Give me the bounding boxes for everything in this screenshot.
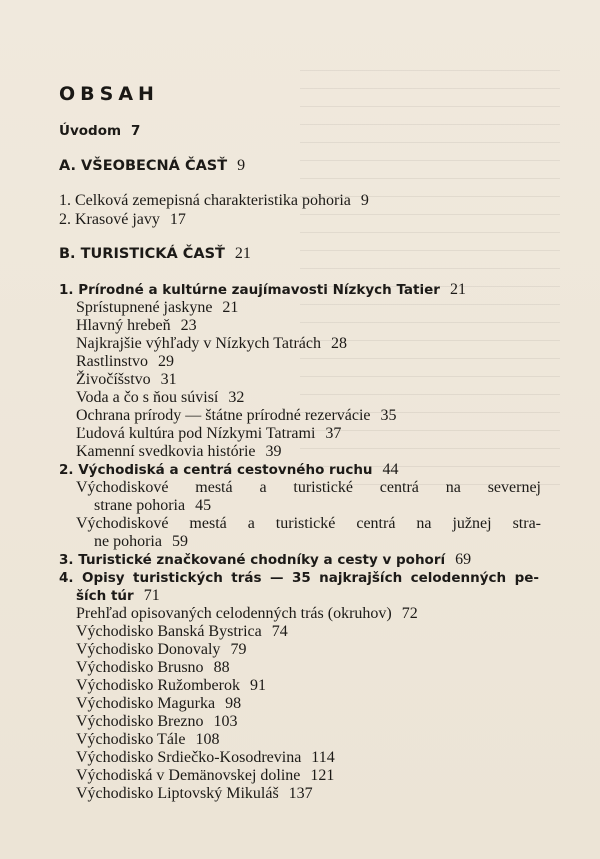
entry-page: 35 [380, 407, 397, 424]
toc-entry-4-7 [76, 713, 238, 731]
toc-entry-4-4 [76, 659, 230, 677]
toc-entry-4-2 [76, 623, 288, 641]
entry-page: 137 [288, 785, 313, 802]
toc-entry-1-7 [76, 407, 397, 425]
entry-label: Východisko Brezno [76, 713, 204, 730]
chapter-page: 71 [143, 587, 160, 604]
entry-label: strane pohoria [94, 497, 186, 514]
toc-entry-1-9 [76, 443, 282, 461]
entry-label: Východisko Banská Bystrica [76, 623, 262, 640]
toc-heading: OBSAH [59, 83, 159, 105]
entry-page: 79 [230, 641, 247, 658]
entry-page: 39 [265, 443, 282, 460]
toc-entry-4-9 [76, 749, 335, 767]
toc-entry-1-5 [76, 371, 177, 389]
entry-label: 2. Krasové javy [59, 211, 160, 228]
chapter-label: ších túr [76, 588, 134, 604]
entry-label: Voda a čo s ňou súvisí [76, 389, 219, 406]
entry-page: 91 [249, 677, 266, 694]
entry-label: Východisko Magurka [76, 695, 216, 712]
toc-entry-a2 [59, 211, 186, 229]
entry-page: 103 [213, 713, 238, 730]
section-page: 9 [237, 157, 246, 174]
toc-entry-1-3 [76, 335, 347, 353]
entry-label: Východisko Liptovský Mikuláš [76, 785, 279, 802]
toc-entry-4-1 [76, 605, 418, 623]
entry-label: 1. Celková zemepisná charakteristika pohoria [59, 192, 351, 209]
entry-page: 9 [360, 192, 369, 209]
toc-entry-4-8 [76, 731, 219, 749]
chapter-label: 2. Východiská a centrá cestovného ruchu [59, 462, 373, 478]
toc-chapter-3 [59, 551, 471, 569]
entry-page: 37 [325, 425, 342, 442]
toc-entry-4-6 [76, 695, 241, 713]
chapter-label: 1. Prírodné a kultúrne zaujímavosti Nízkych Tatier [59, 282, 440, 298]
chapter-label: 3. Turistické značkované chodníky a cesty v pohorí [59, 552, 446, 568]
toc-entry-1-1 [76, 299, 238, 317]
entry-page: 32 [228, 389, 245, 406]
entry-page: 74 [271, 623, 288, 640]
entry-label: Hlavný hrebeň [76, 317, 171, 334]
entry-page: 88 [213, 659, 230, 676]
entry-label: Východisko Brusno [76, 659, 204, 676]
toc-entry-1-6 [76, 389, 244, 407]
toc-section-b [59, 245, 251, 263]
entry-page: 7 [131, 123, 141, 139]
toc-entry-2-2-line2 [94, 533, 188, 551]
toc-entry-4-10 [76, 767, 334, 785]
entry-page: 21 [222, 299, 239, 316]
entry-page: 28 [331, 335, 347, 352]
toc-entry-a1 [59, 192, 369, 210]
chapter-page: 69 [455, 551, 472, 568]
chapter-page: 44 [382, 461, 399, 478]
toc-chapter-1 [59, 281, 466, 299]
entry-page: 59 [171, 533, 188, 550]
toc-chapter-4-line2 [76, 587, 160, 605]
toc-entry-2-1-line2 [94, 497, 211, 515]
entry-page: 45 [195, 497, 212, 514]
entry-page: 114 [311, 749, 335, 766]
entry-page: 31 [160, 371, 177, 388]
entry-label: Úvodom [59, 123, 122, 139]
toc-section-a [59, 157, 245, 175]
entry-page: 121 [310, 767, 335, 784]
toc-entry-intro [59, 122, 140, 140]
entry-label: Východisko Donovaly [76, 641, 221, 658]
toc-entry-1-4 [76, 353, 174, 371]
entry-label: Rastlinstvo [76, 353, 149, 370]
entry-label: Sprístupnené jaskyne [76, 299, 213, 316]
toc-entry-4-5 [76, 677, 266, 695]
entry-label: Ľudová kultúra pod Nízkymi Tatrami [76, 425, 316, 442]
toc-entry-4-11 [76, 785, 313, 803]
section-label: A. VŠEOBECNÁ ČASŤ [59, 158, 228, 174]
entry-label: Ochrana prírody — štátne prírodné rezervácie [76, 407, 371, 424]
entry-label: Východisko Ružomberok [76, 677, 240, 694]
entry-label: Živočíšstvo [76, 371, 151, 388]
entry-page: 108 [195, 731, 220, 748]
entry-label: ne pohoria [94, 533, 162, 550]
toc-entry-1-8 [76, 425, 341, 443]
entry-page: 72 [401, 605, 418, 622]
toc-entry-2-2-line1: Východiskové mestá a turistické centrá na južnej stra- [76, 515, 541, 532]
entry-label: Východiská v Demänovskej doline [76, 767, 301, 784]
toc-chapter-4-line1: 4. Opisy turistických trás — 35 najkrajších celodenných pe- [59, 570, 539, 586]
entry-page: 17 [169, 211, 186, 228]
toc-entry-1-2 [76, 317, 197, 335]
entry-label: Prehľad opisovaných celodenných trás (okruhov) [76, 605, 392, 622]
toc-entry-2-1-line1: Východiskové mestá a turistické centrá na severnej [76, 479, 541, 496]
entry-label: Východisko Tále [76, 731, 186, 748]
entry-label: Kamenní svedkovia histórie [76, 443, 256, 460]
entry-label: Najkrajšie výhľady v Nízkych Tatrách [76, 335, 321, 352]
entry-page: 98 [225, 695, 242, 712]
entry-label: Východisko Srdiečko-Kosodrevina [76, 749, 302, 766]
entry-page: 29 [158, 353, 175, 370]
toc-entry-4-3 [76, 641, 246, 659]
section-label: B. TURISTICKÁ ČASŤ [59, 246, 225, 262]
toc-chapter-2 [59, 461, 399, 479]
entry-page: 23 [180, 317, 197, 334]
chapter-page: 21 [449, 281, 466, 298]
section-page: 21 [234, 245, 251, 262]
